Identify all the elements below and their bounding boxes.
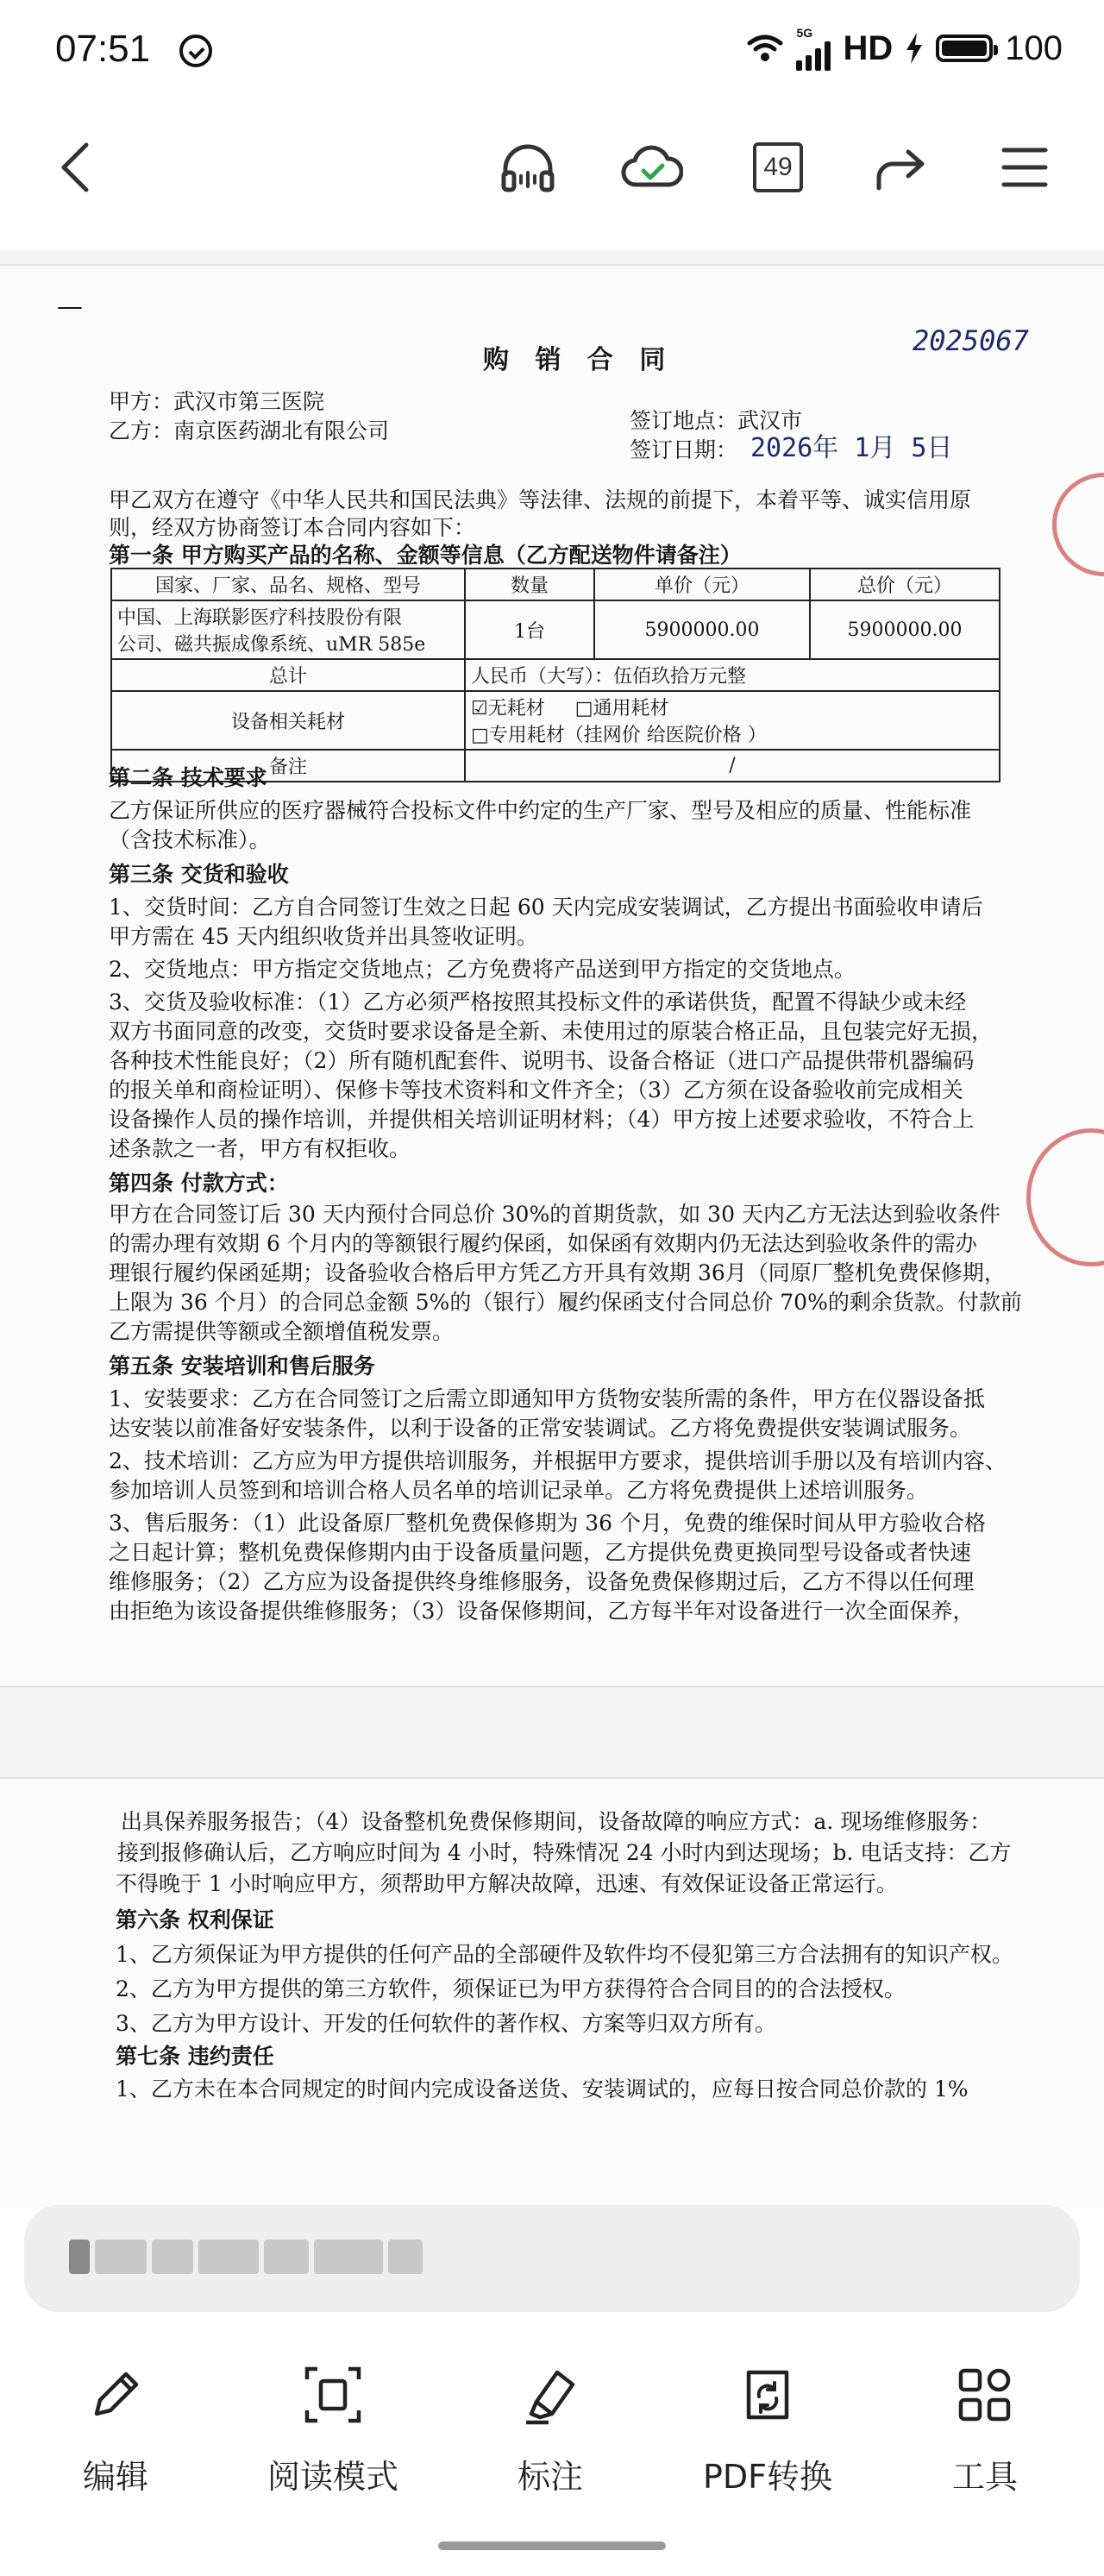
highlighter-icon bbox=[519, 2364, 581, 2426]
reading-mode-button[interactable] bbox=[247, 2329, 419, 2528]
contract-title: 购 销 合 同 bbox=[483, 345, 674, 375]
header-total-price: 总价（元） bbox=[810, 569, 1000, 600]
article-4-line-2: 的需办理有效期 6 个月内的等额银行履约保函，如保函有效期内仍无法达到验收条件的需办 bbox=[109, 1231, 977, 1256]
tools-button[interactable] bbox=[899, 2329, 1071, 2528]
article-3-line-7: 的报关单和商检证明）、保修卡等技术资料和文件齐全；（3）乙方须在设备验收前完成相关 bbox=[109, 1078, 963, 1103]
article-5-line-2: 达安装以前准备好安装条件，以利于设备的正常安装调试。乙方将免费提供安装调试服务。 bbox=[109, 1416, 972, 1441]
page2-line-3: 不得晚于 1 小时响应甲方，须帮助甲方解决故障，迅速、有效保证设备正常运行。 bbox=[116, 1871, 898, 1896]
battery-level: 100 bbox=[1005, 28, 1063, 67]
pdf-convert-icon bbox=[737, 2364, 799, 2426]
party-b: 乙方：南京医药湖北有限公司 bbox=[109, 418, 390, 443]
article-5-line-3: 2、技术培训：乙方应为甲方提供培训服务，并根据甲方要求，提供培训手册以及有培训内容、 bbox=[109, 1448, 1007, 1473]
article-6-line-3: 3、乙方为甲方设计、开发的任何软件的著作权、方案等归双方所有。 bbox=[116, 2011, 776, 2036]
consumables-option-general: □通用耗材 bbox=[574, 698, 669, 719]
header-unit-price: 单价（元） bbox=[594, 569, 810, 600]
consumables-label: 设备相关耗材 bbox=[111, 691, 465, 750]
article-2-line-2: （含技术标准）。 bbox=[109, 827, 271, 852]
article-4-line-4: 上限为 36 个月）的合同总金额 5%的（银行）履约保函支付合同总价 70%的剩余货款。付款前 bbox=[109, 1290, 1022, 1315]
total-label: 总计 bbox=[111, 659, 465, 691]
consumables-option-special: □专用耗材（挂网价 给医院价格 ） bbox=[471, 725, 767, 746]
battery-icon bbox=[936, 35, 993, 62]
article-7-line-1: 1、乙方未在本合同规定的时间内完成设备送货、安装调试的，应每日按合同总价款的 1% bbox=[116, 2077, 969, 2102]
article-3-line-2: 甲方需在 45 天内组织收货并出具签收证明。 bbox=[109, 924, 538, 949]
table-header-row bbox=[111, 569, 1000, 600]
article-4-heading: 第四条 付款方式： bbox=[109, 1171, 289, 1196]
consumables-options bbox=[465, 691, 1000, 750]
corner-mark: — bbox=[57, 292, 83, 322]
cell-product-line-2: 公司、磁共振成像系统、uMR 585e bbox=[117, 634, 426, 656]
alarm-check-icon bbox=[179, 35, 212, 67]
article-2-line-1: 乙方保证所供应的医疗器械符合投标文件中约定的生产厂家、型号及相应的质量、性能标准 bbox=[109, 798, 972, 823]
page-count-button[interactable] bbox=[747, 136, 809, 198]
page-count-badge: 49 bbox=[753, 142, 803, 192]
share-icon bbox=[874, 143, 931, 192]
article-5-line-1: 1、安装要求：乙方在合同签订之后需立即通知甲方货物安装所需的条件，甲方在仪器设备抵 bbox=[109, 1386, 985, 1411]
article-4-line-1: 甲方在合同签订后 30 天内预付合同总价 30%的首期货款，如 30 天内乙方无法达到验收条件 bbox=[109, 1202, 1000, 1227]
status-bar bbox=[0, 0, 1104, 104]
red-seal-stamp-2 bbox=[1026, 1128, 1104, 1266]
document-page-2 bbox=[0, 1777, 1104, 2208]
cell-unit-price: 5900000.00 bbox=[594, 600, 810, 659]
sign-date-label: 签订日期： bbox=[630, 437, 738, 462]
red-seal-stamp bbox=[1052, 473, 1104, 576]
signal-bars-icon bbox=[796, 40, 831, 71]
reading-mode-label: 阅读模式 bbox=[267, 2458, 398, 2496]
headphones-icon bbox=[499, 141, 557, 193]
preamble-line-2: 则，经双方协商签订本合同内容如下： bbox=[109, 515, 476, 540]
handwritten-number: 2025067 bbox=[913, 324, 1029, 357]
network-type-label: 5G bbox=[796, 26, 813, 40]
status-time: 07:51 bbox=[55, 28, 151, 70]
article-4-line-3: 理银行履约保函延期；设备验收合格后甲方凭乙方开具有效期 36月（同原厂整机免费保修期， bbox=[109, 1260, 1006, 1285]
article-6-line-2: 2、乙方为甲方提供的第三方软件，须保证已为甲方获得符合合同目的的合法授权。 bbox=[116, 1976, 906, 2001]
bottom-toolbar bbox=[0, 2329, 1104, 2576]
cloud-check-icon bbox=[621, 143, 683, 192]
total-value: 人民币（大写）：伍佰玖拾万元整 bbox=[465, 659, 1000, 691]
article-5-line-6: 之日起计算；整机免费保修期内由于设备质量问题，乙方提供免费更换同型号设备或者快速 bbox=[109, 1540, 972, 1565]
tools-grid-icon bbox=[954, 2364, 1016, 2426]
article-3-line-9: 述条款之一者，甲方有权拒收。 bbox=[109, 1136, 411, 1161]
article-3-line-8: 设备操作人员的操作培训，并提供相关培训证明材料；（4）甲方按上述要求验收，不符合上 bbox=[109, 1107, 975, 1132]
assistant-placeholder bbox=[69, 2240, 431, 2274]
article-3-heading: 第三条 交货和验收 bbox=[109, 862, 289, 887]
chevron-left-icon bbox=[55, 140, 97, 195]
remarks-value: / bbox=[465, 750, 1000, 782]
header-quantity: 数量 bbox=[465, 569, 594, 600]
sign-place: 签订地点：武汉市 bbox=[630, 408, 803, 433]
article-3-line-6: 各种技术性能良好；（2）所有随机配套件、说明书、设备合格证（进口产品提供带机器编码 bbox=[109, 1048, 975, 1073]
article-4-line-5: 乙方需提供等额或全额增值税发票。 bbox=[109, 1319, 455, 1344]
article-7-heading: 第七条 违约责任 bbox=[116, 2044, 274, 2069]
remarks-label: 备注 bbox=[111, 750, 465, 782]
wifi-icon bbox=[746, 33, 784, 64]
article-2-heading: 第二条 技术要求 bbox=[109, 765, 267, 790]
pencil-icon bbox=[85, 2364, 147, 2426]
article-1-heading: 第一条 甲方购买产品的名称、金额等信息（乙方配送物件请备注） bbox=[109, 543, 742, 568]
top-toolbar bbox=[0, 104, 1104, 233]
cell-total-price: 5900000.00 bbox=[810, 600, 1000, 659]
article-5-line-5: 3、售后服务：（1）此设备原厂整机免费保修期为 36 个月，免费的维保时间从甲方验收合格 bbox=[109, 1511, 987, 1536]
cloud-sync-button[interactable] bbox=[621, 136, 683, 198]
table-consumables-row bbox=[111, 691, 1000, 750]
article-6-line-1: 1、乙方须保证为甲方提供的任何产品的全部硬件及软件均不侵犯第三方合法拥有的知识产权。 bbox=[116, 1942, 1013, 1967]
document-viewer[interactable] bbox=[0, 250, 1104, 2208]
page2-line-2: 接到报修确认后，乙方响应时间为 4 小时，特殊情况 24 小时内到达现场；b. 电话支持：乙方 bbox=[117, 1840, 1012, 1865]
preamble-line-1: 甲乙双方在遵守《中华人民共和国民法典》等法律、法规的前提下，本着平等、诚实信用原 bbox=[109, 487, 972, 512]
table-row bbox=[111, 600, 1000, 659]
assistant-input-bar[interactable] bbox=[24, 2205, 1080, 2312]
article-5-line-7: 维修服务；（2）乙方应为设备提供终身维修服务，设备免费保修期过后，乙方不得以任何理 bbox=[109, 1569, 975, 1594]
article-6-heading: 第六条 权利保证 bbox=[116, 1907, 274, 1932]
article-3-line-1: 1、交货时间：乙方自合同签订生效之日起 60 天内完成安装调试，乙方提出书面验收申请后 bbox=[109, 895, 983, 920]
header-product: 国家、厂家、品名、规格、型号 bbox=[111, 569, 465, 600]
status-right bbox=[746, 24, 1063, 72]
document-page-1 bbox=[0, 264, 1104, 1687]
party-a: 甲方：武汉市第三医院 bbox=[109, 389, 325, 414]
page2-line-1: 出具保养服务报告；（4）设备整机免费保修期间，设备故障的响应方式：a. 现场维修服务： bbox=[121, 1809, 992, 1834]
sign-date-value: 2026年 1月 5日 bbox=[750, 433, 953, 463]
article-3-line-5: 双方书面同意的改变，交货时要求设备是全新、未使用过的原装合格正品，且包装完好无损， bbox=[109, 1019, 994, 1044]
edit-label: 编辑 bbox=[82, 2458, 148, 2496]
pdf-convert-label: PDF转换 bbox=[702, 2458, 833, 2496]
charging-bolt-icon bbox=[905, 33, 924, 64]
table-total-row bbox=[111, 659, 1000, 691]
hamburger-menu-icon bbox=[1000, 145, 1049, 190]
home-indicator[interactable] bbox=[438, 2541, 666, 2550]
article-5-line-4: 参加培训人员签到和培训合格人员名单的培训记录单。乙方将免费提供上述培训服务。 bbox=[109, 1478, 929, 1503]
annotate-button[interactable] bbox=[464, 2329, 637, 2528]
product-table bbox=[110, 568, 1000, 782]
annotate-label: 标注 bbox=[517, 2458, 583, 2496]
consumables-option-none: ☑无耗材 bbox=[471, 698, 545, 719]
cell-product bbox=[111, 600, 465, 659]
share-button[interactable] bbox=[871, 136, 933, 198]
edit-button[interactable] bbox=[29, 2329, 202, 2528]
reading-mode-icon bbox=[302, 2364, 364, 2426]
listen-button[interactable] bbox=[497, 136, 559, 198]
article-5-heading: 第五条 安装培训和售后服务 bbox=[109, 1354, 375, 1379]
back-button[interactable] bbox=[45, 136, 107, 198]
cell-quantity: 1台 bbox=[465, 600, 594, 659]
article-5-line-8: 由拒绝为该设备提供维修服务；（3）设备保修期间，乙方每半年对设备进行一次全面保养， bbox=[109, 1599, 975, 1624]
article-3-line-4: 3、交货及验收标准：（1）乙方必须严格按照其投标文件的承诺供货，配置不得缺少或未经 bbox=[109, 990, 967, 1015]
article-3-line-3: 2、交货地点：甲方指定交货地点；乙方免费将产品送到甲方指定的交货地点。 bbox=[109, 957, 856, 982]
pdf-convert-button[interactable] bbox=[681, 2329, 854, 2528]
hd-label: HD bbox=[843, 28, 894, 67]
cell-product-line-1: 中国、上海联影医疗科技股份有限 bbox=[117, 607, 403, 629]
tools-label: 工具 bbox=[951, 2458, 1018, 2496]
menu-button[interactable] bbox=[994, 136, 1056, 198]
